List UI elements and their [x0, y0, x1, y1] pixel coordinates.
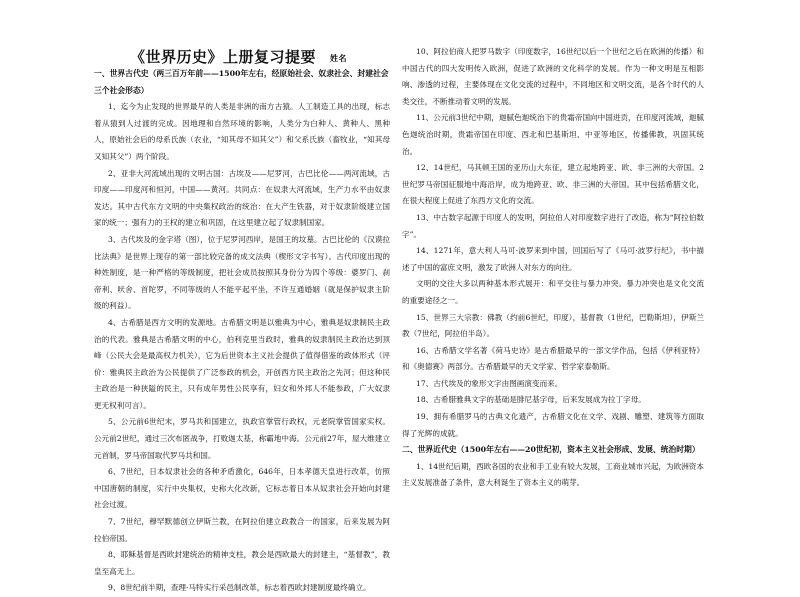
paragraph: 10、阿拉伯商人把罗马数字（印度数字，16世纪以后一个世纪之后在欧洲的传播）和中国古代的四大发明传入欧洲，促进了欧洲的文化科学的发展。作为一种文明是互相影响、渗透的过程，主要体现在文化交流的过程中，不同地区和文明交流，是各个时代的人类交往，不断推动着文明的发展。 — [402, 47, 704, 106]
title-text: 《世界历史》上册复习提要 — [130, 48, 317, 66]
left-column — [94, 44, 390, 593]
paragraph: 6、7世纪，日本奴隶社会的各种矛盾激化，646年，日本孝德天皇进行改革，仿照中国唐朝的制度，实行中央集权，史称大化改新，它标志着日本从奴隶社会开始向封建社会过渡。 — [94, 467, 390, 510]
right-content — [402, 44, 704, 492]
paragraph: 文明的交往大多以两种基本形式展开：和平交往与暴力冲突。暴力冲突也是文化交流的重要途径之一。 — [402, 279, 704, 305]
paragraph: 1、迄今为止发现的世界最早的人类是非洲的南方古猿。人工制造工具的出现，标志着从猿到人过渡的完成。因地理和自然环境的影响，人类分为白种人、黄种人、黑种人，原始社会后的母系氏族（农业，“知其母不知其父”）和父系氏族（畜牧业，“知其母又知其父”）两个阶段。 — [94, 102, 390, 161]
paragraph: 11、公元前3世纪中期，迦腻色迦统治下的贵霜帝国向中国进贡，在印度河流域，迦腻色迦统治时期，贵霜帝国在印度、西北和巴基斯坦、中亚等地区，传播佛教，巩固其统治。 — [402, 113, 704, 156]
paragraph: 4、古希腊是西方文明的发源地。古希腊文明是以雅典为中心，雅典是奴隶制民主政治的代表。雅典是古希腊文明的中心，伯利克里当政时，雅典的奴隶制民主政治达到顶峰（公民大会是最高权力机关），它为后世资本主义社会提供了值得借鉴的政体形式（评价：雅典民主政治为公民提供了广泛参政的机会，开创西方民主政治之先河；但这种民主政治是一种狭隘的民主，只有成年男性公民享有，妇女和外邦人不能参政，广大奴隶更无权利可言）。 — [94, 317, 390, 410]
paragraph: 12、14世纪，马其顿王国的亚历山大东征，建立起地跨亚、欧、非三洲的大帝国。2世纪罗马帝国征服地中海沿岸，成为地跨亚、欧、非三洲的大帝国。其中包括希腊文化，在很大程度上促进了东西方文化的交流。 — [402, 163, 704, 206]
paragraph: 14、1271年，意大利人马可·波罗来到中国，回国后写了《马可·波罗行纪》，书中描述了中国的富庶文明，激发了欧洲人对东方的向往。 — [402, 246, 704, 272]
left-content — [94, 66, 390, 597]
paragraph: 1、14世纪后期，西欧各国的农业和手工业有较大发展，工商业城市兴起，为欧洲资本主义发展准备了条件，意大利诞生了资本主义的萌芽。 — [402, 461, 704, 488]
paragraph: 17、古代埃及的象形文字由图画演变而来。 — [416, 378, 563, 388]
paragraph: 18、古希腊雅典文字的基础是腓尼基字母，后来发展成为拉丁字母。 — [416, 395, 646, 405]
paragraph: 2、亚非大河流域出现的文明古国：古埃及——尼罗河，古巴比伦——两河流域，古印度——印度河和恒河，中国——黄河。共同点：在奴隶大河流域，生产力水平由奴隶发达。其中古代东方文明的中央集权政治的统治：在大产生铁器，对于奴隶阶级建立国家的统一；强有力的王权的建立和巩固，在这里建立起了奴隶制国家。 — [94, 168, 390, 228]
paragraph: 7、7世纪，穆罕默德创立伊斯兰教，在阿拉伯建立政教合一的国家，后来发展为阿拉伯帝国。 — [94, 517, 390, 543]
paragraph: 15、世界三大宗教：佛教（约前6世纪，印度），基督教（1世纪，巴勒斯坦），伊斯兰教（7世纪，阿拉伯半岛）。 — [402, 312, 704, 339]
paragraph: 19、拥有希腊罗马的古典文化遗产，古希腊文化在文学、戏剧、雕塑、建筑等方面取得了光辉的成就。 — [402, 412, 704, 438]
section-heading: 二、世界近代史（1500年左右——20世纪初，资本主义社会形成、发展、统治时期） — [402, 445, 700, 455]
section-heading: 一、世界古代史（两三百万年前——1500年左右，经原始社会、奴隶社会、封建社会三个社会形态） — [94, 69, 389, 95]
paragraph: 8、耶稣基督是西欧封建统治的精神支柱，教会是西欧最大的封建主，“基督教”，教皇至高无上。 — [94, 550, 390, 576]
paragraph: 5、公元前6世纪末，罗马共和国建立，执政官掌管行政权，元老院掌管国家实权。公元前2世纪，通过三次布匿战争，打败迦太基，称霸地中海。公元前27年，屋大维建立元首制，罗马帝国取代罗马共和国。 — [94, 417, 390, 460]
paragraph: 3、古代埃及的金字塔（图），位于尼罗河西岸，是国王的坟墓。古巴比伦的《汉谟拉比法典》是世界上现存的第一部比较完备的成文法典（楔形文字书写）。古代印度出现的种姓制度，是一种严格的等级制度，把社会成员按照其身份分为四个等级：婆罗门、刹帝利、吠舍、首陀罗，不同等级的人不能平起平坐，不许互通婚姻（就是保护奴隶主阶级的利益）。 — [94, 234, 390, 311]
paragraph: 13、中古数字起源于印度人的发明，阿拉伯人对印度数字进行了改造，称为“阿拉伯数字”。 — [402, 212, 704, 239]
paragraph: 16、古希腊文学名著《荷马史诗》是古希腊最早的一部文学作品，包括《伊利亚特》和《奥德赛》两部分。古希腊最早的天文学家、哲学家泰勒斯。 — [402, 345, 704, 372]
right-column — [402, 44, 704, 544]
paragraph: 9、8世纪前半期，查理·马特实行采邑制改革，标志着西欧封建制度最终确立。 — [108, 583, 371, 593]
name-label: 姓名 — [330, 52, 348, 63]
